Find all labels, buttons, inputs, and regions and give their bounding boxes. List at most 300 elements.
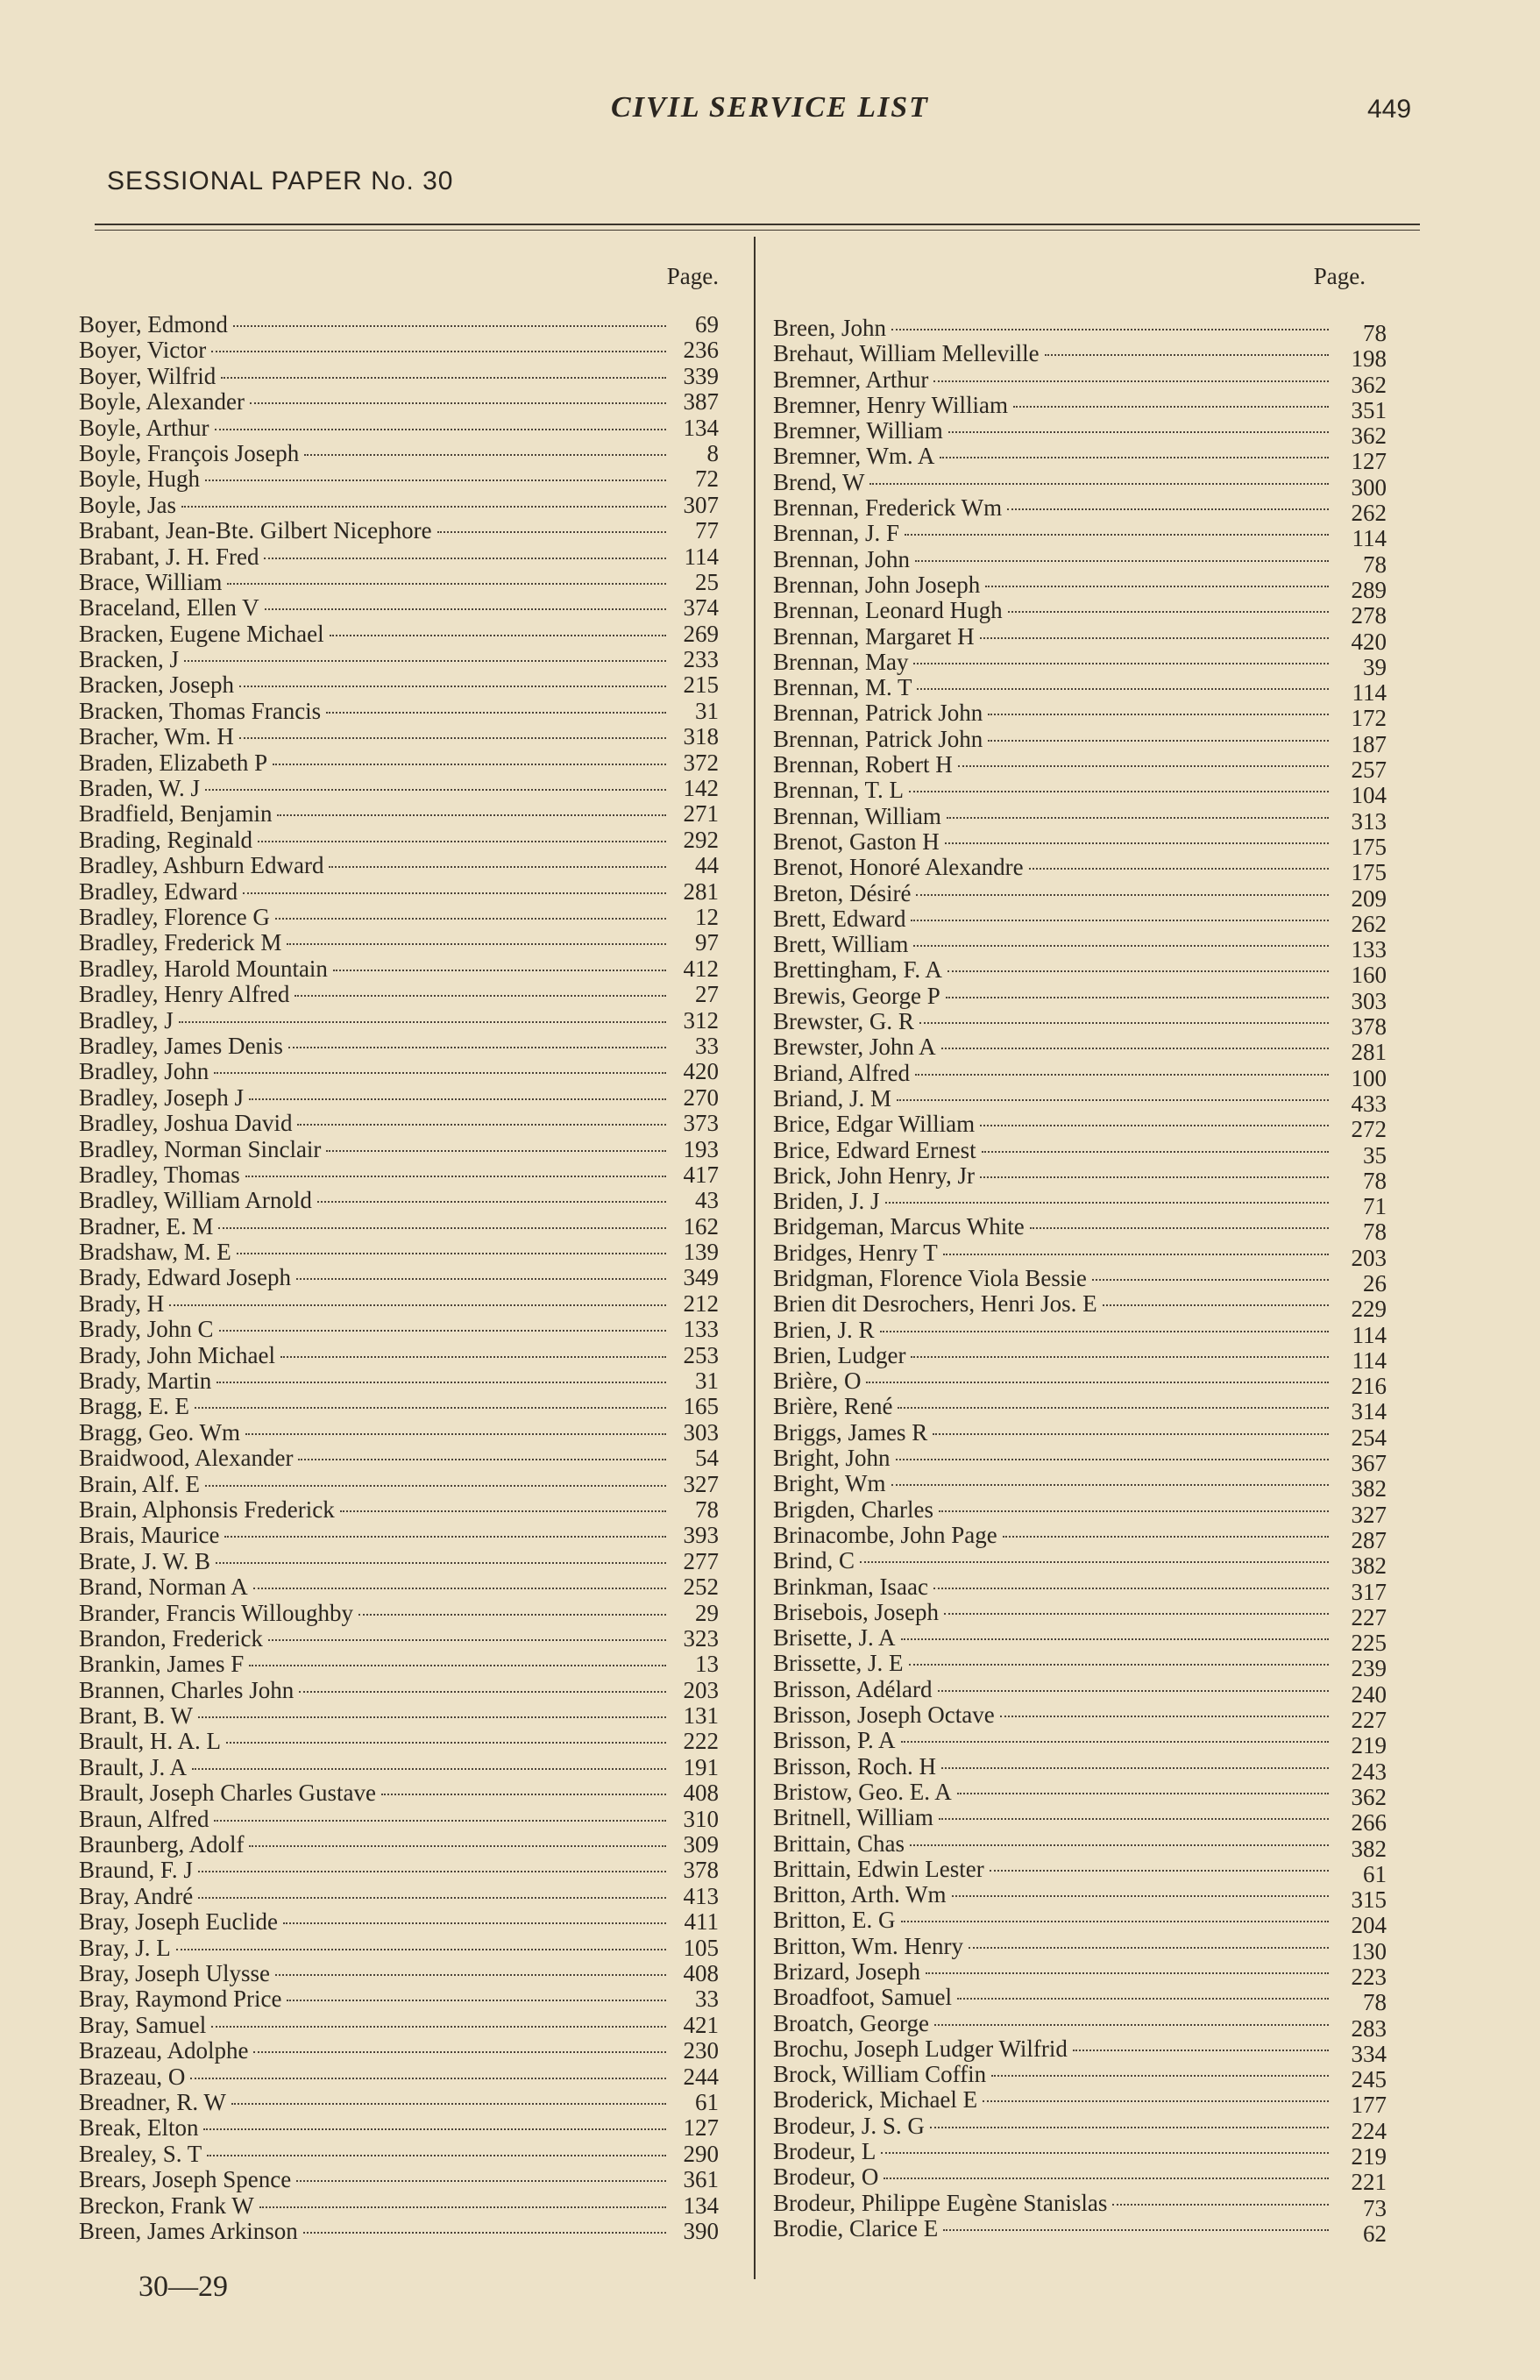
index-entry: [79, 905, 719, 930]
entry-page: 411: [684, 1908, 719, 1936]
dot-leader: [243, 892, 666, 894]
dot-leader: [934, 2024, 1329, 2026]
entry-page: 77: [695, 517, 719, 544]
entry-page: 278: [1351, 602, 1387, 629]
entry-page: 382: [1351, 1552, 1387, 1580]
entry-name: Brabant, J. H. Fred: [79, 543, 259, 570]
entry-name: Braceland, Ellen V: [79, 594, 259, 622]
entry-page: 187: [1351, 730, 1387, 757]
entry-page: 257: [1351, 757, 1387, 784]
entry-name: Bragg, E. E: [79, 1393, 189, 1420]
dot-leader: [881, 2152, 1329, 2154]
index-entry: [773, 1213, 1387, 1246]
entry-page: 240: [1351, 1680, 1387, 1708]
index-entry: [773, 417, 1387, 450]
entry-name: Brend, W: [773, 468, 865, 495]
entry-name: Brodeur, J. S. G: [773, 2112, 925, 2139]
entry-name: Brisson, Adélard: [773, 1675, 933, 1702]
dot-leader: [358, 1614, 666, 1616]
dot-leader: [176, 1949, 666, 1950]
entry-page: 339: [683, 362, 719, 389]
entry-page: 374: [683, 594, 719, 622]
dot-leader: [939, 1510, 1329, 1512]
entry-name: Brisson, Roch. H: [773, 1752, 937, 1780]
entry-name: Brett, Edward: [773, 905, 906, 932]
dot-leader: [211, 2026, 666, 2028]
entry-name: Bracken, Thomas Francis: [79, 697, 322, 724]
index-entry: [79, 1626, 719, 1652]
entry-name: Bray, Joseph Ulysse: [79, 1960, 270, 1986]
entry-page: 372: [683, 749, 719, 776]
entry-page: 408: [683, 1960, 719, 1986]
index-entry: [79, 1446, 719, 1471]
entry-name: Brennan, T. L: [773, 777, 904, 804]
dot-leader: [221, 377, 666, 379]
entry-name: Brant, B. W: [79, 1702, 193, 1730]
dot-leader: [214, 1820, 666, 1822]
dot-leader: [901, 1638, 1330, 1640]
entry-name: Brankin, James F: [79, 1651, 245, 1678]
entry-name: Bremner, Wm. A: [773, 443, 935, 470]
index-entry: [773, 1393, 1387, 1425]
entry-page: 349: [683, 1264, 719, 1291]
entry-name: Bridgeman, Marcus White: [773, 1213, 1025, 1240]
entry-name: Brodeur, Philippe Eugène Stanislas: [773, 2189, 1108, 2216]
entry-page: 114: [684, 543, 719, 570]
entry-page: 134: [683, 414, 719, 441]
dot-leader: [264, 558, 666, 559]
entry-page: 327: [1351, 1501, 1387, 1528]
dot-leader: [296, 1278, 666, 1280]
index-entry: [773, 1598, 1387, 1630]
entry-name: Brannen, Charles John: [79, 1676, 295, 1703]
index-entry: [773, 1521, 1387, 1553]
entry-list: [79, 312, 719, 2244]
index-entry: [79, 1034, 719, 1059]
index-entry: [79, 956, 719, 982]
entry-name: Broadfoot, Samuel: [773, 1984, 952, 2011]
dot-leader: [295, 995, 666, 997]
entry-page: 252: [683, 1574, 719, 1601]
entry-page: 114: [1352, 1321, 1387, 1348]
entry-page: 310: [683, 1805, 719, 1832]
entry-page: 177: [1351, 2092, 1387, 2119]
index-entry: [79, 1111, 719, 1136]
dot-leader: [190, 2078, 666, 2079]
entry-name: Bremner, William: [773, 417, 943, 444]
entry-name: Braidwood, Alexander: [79, 1445, 294, 1472]
entry-page: 43: [695, 1187, 719, 1214]
entry-page: 227: [1351, 1707, 1387, 1734]
dot-leader: [880, 1331, 1329, 1332]
dot-leader: [866, 1382, 1329, 1383]
dot-leader: [205, 789, 666, 791]
dot-leader: [277, 814, 666, 816]
entry-page: 162: [683, 1212, 719, 1240]
dot-leader: [943, 2229, 1329, 2231]
entry-page: 283: [1351, 2014, 1387, 2042]
index-entry: [79, 1368, 719, 1394]
index-entry: [773, 2009, 1387, 2042]
entry-page: 361: [683, 2166, 719, 2193]
entry-page: 133: [683, 1316, 719, 1343]
index-entry: [79, 1961, 719, 1986]
index-entry: [79, 441, 719, 466]
entry-name: Brock, William Coffin: [773, 2061, 987, 2088]
entry-page: 313: [1351, 807, 1387, 835]
dot-leader: [275, 918, 666, 920]
entry-page: 204: [1351, 1912, 1387, 1939]
header-rule: [95, 224, 1420, 225]
entry-page: 303: [683, 1418, 719, 1446]
entry-name: Brennan, M. T: [773, 674, 912, 701]
index-entry: [79, 466, 719, 492]
dot-leader: [1045, 354, 1329, 356]
entry-name: Broderick, Michael E: [773, 2086, 978, 2114]
entry-name: Braun, Alfred: [79, 1805, 209, 1832]
entry-page: 323: [683, 1624, 719, 1652]
entry-name: Brate, J. W. B: [79, 1547, 211, 1574]
page-number: 449: [1367, 95, 1412, 124]
dot-leader: [280, 1356, 666, 1358]
entry-page: 412: [683, 955, 719, 982]
entry-name: Brinacombe, John Page: [773, 1521, 997, 1548]
entry-page: 127: [1351, 448, 1387, 475]
index-column-left: [79, 263, 719, 2244]
entry-page: 262: [1351, 910, 1387, 937]
entry-page: 26: [1363, 1269, 1387, 1297]
entry-page: 373: [683, 1110, 719, 1137]
dot-leader: [265, 608, 666, 610]
index-entry: [79, 1807, 719, 1832]
entry-page: 160: [1351, 962, 1387, 989]
dot-leader: [249, 1098, 666, 1100]
entry-name: Brace, William: [79, 568, 223, 595]
entry-name: Brière, René: [773, 1393, 893, 1420]
index-entry: [773, 1470, 1387, 1503]
index-entry: [773, 2035, 1387, 2067]
index-entry: [773, 905, 1387, 937]
entry-page: 35: [1363, 1141, 1387, 1169]
entry-name: Briden, J. J: [773, 1188, 880, 1215]
entry-page: 269: [683, 620, 719, 647]
entry-page: 277: [683, 1547, 719, 1574]
dot-leader: [203, 2128, 666, 2130]
dot-leader: [1112, 2204, 1329, 2206]
dot-leader: [259, 2206, 666, 2208]
index-entry: [773, 468, 1387, 501]
index-entry: [79, 1420, 719, 1446]
dot-leader: [1008, 611, 1329, 613]
index-entry: [773, 751, 1387, 784]
dot-leader: [253, 1588, 666, 1589]
entry-name: Brault, Joseph Charles Gustave: [79, 1780, 376, 1807]
index-entry: [773, 2112, 1387, 2144]
dot-leader: [169, 1304, 666, 1306]
entry-page: 78: [1363, 320, 1387, 346]
index-entry: [79, 416, 719, 441]
entry-page: 390: [683, 2217, 719, 2244]
index-entry: [773, 1907, 1387, 1939]
index-entry: [773, 545, 1387, 578]
dot-leader: [304, 454, 666, 456]
entry-name: Brady, H: [79, 1289, 165, 1317]
entry-name: Britton, Wm. Henry: [773, 1932, 963, 1959]
entry-name: Bradley, Henry Alfred: [79, 981, 290, 1008]
dot-leader: [195, 1407, 666, 1409]
entry-name: Brazeau, Adolphe: [79, 2037, 249, 2064]
dot-leader: [969, 1947, 1329, 1949]
dot-leader: [1013, 406, 1329, 408]
entry-page: 362: [1351, 423, 1387, 450]
entry-name: Braden, Elizabeth P: [79, 749, 268, 776]
entry-page: 114: [1352, 679, 1387, 707]
index-entry: [79, 1832, 719, 1858]
index-entry: [773, 1752, 1387, 1785]
dot-leader: [933, 1433, 1329, 1435]
entry-name: Bray, Samuel: [79, 2011, 207, 2038]
index-entry: [773, 1547, 1387, 1580]
dot-leader: [333, 970, 666, 971]
entry-page: 31: [695, 697, 719, 724]
index-entry: [79, 2090, 719, 2115]
index-entry: [773, 1341, 1387, 1374]
dot-leader: [1103, 1304, 1329, 1306]
index-entry: [773, 1188, 1387, 1220]
entry-name: Brennan, Leonard Hugh: [773, 597, 1003, 624]
header-rule-thin: [95, 230, 1420, 231]
entry-page: 165: [683, 1393, 719, 1420]
dot-leader: [941, 1048, 1329, 1049]
entry-name: Bray, J. L: [79, 1934, 171, 1961]
entry-name: Brandon, Frederick: [79, 1624, 263, 1652]
entry-page: 142: [683, 775, 719, 802]
entry-name: Braunberg, Adolf: [79, 1831, 245, 1858]
entry-name: Brizard, Joseph: [773, 1958, 920, 1985]
entry-name: Brennan, Margaret H: [773, 622, 975, 650]
dot-leader: [1073, 2050, 1329, 2051]
index-entry: [773, 1804, 1387, 1837]
entry-name: Bracken, J: [79, 646, 179, 673]
entry-name: Breen, James Arkinson: [79, 2217, 298, 2244]
entry-page: 367: [1351, 1450, 1387, 1477]
dot-leader: [946, 997, 1329, 998]
dot-leader: [905, 534, 1329, 536]
index-entry: [773, 597, 1387, 629]
index-entry: [773, 391, 1387, 423]
index-entry: [79, 337, 719, 363]
index-entry: [773, 1162, 1387, 1194]
entry-name: Brady, Edward Joseph: [79, 1264, 291, 1291]
dot-leader: [298, 1459, 666, 1460]
entry-page: 222: [683, 1728, 719, 1755]
index-entry: [773, 1573, 1387, 1605]
dot-leader: [181, 506, 666, 508]
index-entry: [79, 2115, 719, 2141]
entry-page: 191: [683, 1753, 719, 1780]
index-entry: [79, 2064, 719, 2090]
entry-name: Brissette, J. E: [773, 1650, 904, 1677]
entry-page: 139: [683, 1239, 719, 1266]
dot-leader: [945, 842, 1329, 844]
entry-name: Bradley, Thomas: [79, 1161, 240, 1188]
entry-page: 73: [1363, 2194, 1387, 2221]
index-entry: [79, 1884, 719, 1909]
dot-leader: [926, 1972, 1329, 1974]
entry-page: 172: [1351, 705, 1387, 732]
dot-leader: [219, 1330, 667, 1332]
entry-page: 270: [683, 1083, 719, 1111]
entry-name: Bremner, Henry William: [773, 391, 1009, 418]
entry-name: Broatch, George: [773, 2009, 929, 2036]
dot-leader: [911, 920, 1329, 921]
entry-page: 97: [695, 929, 719, 956]
entry-page: 44: [695, 852, 719, 879]
dot-leader: [988, 714, 1329, 715]
index-entry: [773, 828, 1387, 860]
index-entry: [773, 982, 1387, 1014]
entry-page: 78: [1363, 551, 1387, 578]
index-entry: [79, 672, 719, 698]
entry-page: 39: [1363, 653, 1387, 680]
entry-page: 223: [1351, 1964, 1387, 1990]
entry-name: Brind, C: [773, 1547, 855, 1574]
entry-page: 13: [695, 1651, 719, 1678]
entry-name: Bradley, Joseph J: [79, 1083, 244, 1111]
entry-name: Briand, Alfred: [773, 1059, 910, 1086]
dot-leader: [214, 1072, 666, 1074]
index-entry: [773, 1702, 1387, 1734]
entry-page: 215: [683, 671, 719, 699]
dot-leader: [913, 663, 1329, 664]
index-entry: [773, 2138, 1387, 2170]
entry-name: Brault, H. A. L: [79, 1728, 221, 1755]
dot-leader: [885, 1202, 1330, 1204]
entry-name: Braund, F. J: [79, 1857, 193, 1884]
entry-page: 362: [1351, 1783, 1387, 1810]
dot-leader: [1007, 508, 1329, 510]
entry-name: Bradley, Ashburn Edward: [79, 852, 324, 879]
dot-leader: [860, 1561, 1329, 1563]
entry-page: 433: [1351, 1090, 1387, 1117]
entry-name: Brittain, Edwin Lester: [773, 1855, 984, 1882]
index-entry: [79, 1780, 719, 1806]
entry-page: 421: [683, 2011, 719, 2038]
entry-name: Brand, Norman A: [79, 1574, 248, 1601]
index-entry: [773, 879, 1387, 912]
dot-leader: [250, 402, 666, 404]
dot-leader: [198, 1871, 666, 1872]
entry-page: 225: [1351, 1630, 1387, 1657]
entry-page: 378: [683, 1857, 719, 1884]
dot-leader: [909, 1664, 1330, 1666]
dot-leader: [958, 765, 1329, 767]
dot-leader: [326, 1150, 666, 1152]
entry-name: Bristow, Geo. E. A: [773, 1778, 952, 1805]
entry-name: Brisson, P. A: [773, 1727, 896, 1754]
entry-page: 287: [1351, 1526, 1387, 1553]
entry-page: 254: [1351, 1424, 1387, 1451]
entry-page: 69: [695, 311, 719, 337]
dot-leader: [296, 2180, 666, 2182]
index-entry: [773, 2061, 1387, 2093]
index-entry: [773, 1984, 1387, 2016]
entry-page: 54: [695, 1445, 719, 1472]
entry-name: Bremner, Arthur: [773, 366, 929, 393]
dot-leader: [898, 1407, 1329, 1409]
index-entry: [79, 776, 719, 801]
entry-page: 78: [1363, 1218, 1387, 1246]
entry-page: 105: [683, 1934, 719, 1961]
dot-leader: [910, 1844, 1329, 1846]
entry-page: 175: [1351, 859, 1387, 886]
index-entry: [79, 982, 719, 1007]
entry-list: [773, 315, 1387, 2247]
index-entry: [79, 2013, 719, 2038]
entry-name: Boyle, Jas: [79, 491, 176, 518]
dot-leader: [915, 560, 1329, 562]
index-entry: [79, 389, 719, 415]
index-entry: [79, 1574, 719, 1600]
entry-page: 198: [1351, 345, 1387, 373]
index-entry: [773, 2163, 1387, 2196]
index-entry: [79, 2142, 719, 2167]
entry-name: Brochu, Joseph Ludger Wilfrid: [773, 2035, 1068, 2062]
dot-leader: [273, 764, 666, 765]
index-entry: [773, 1084, 1387, 1117]
index-entry: [79, 1497, 719, 1523]
entry-name: Brennan, John: [773, 545, 910, 572]
index-entry: [79, 1678, 719, 1703]
index-entry: [79, 1858, 719, 1883]
entry-name: Bracher, Wm. H: [79, 723, 234, 750]
entry-page: 78: [1363, 1167, 1387, 1194]
dot-leader: [938, 1690, 1330, 1692]
entry-name: Bradley, Joshua David: [79, 1110, 293, 1137]
dot-leader: [869, 483, 1329, 485]
dot-leader: [980, 1176, 1329, 1178]
dot-leader: [915, 1074, 1329, 1076]
index-entry: [773, 1264, 1387, 1297]
dot-leader: [1003, 1536, 1329, 1538]
entry-page: 224: [1351, 2117, 1387, 2144]
dot-leader: [330, 635, 666, 636]
index-entry: [79, 2219, 719, 2244]
entry-name: Brewster, John A: [773, 1034, 936, 1061]
entry-name: Bradley, Florence G: [79, 903, 270, 930]
entry-page: 309: [683, 1831, 719, 1858]
index-entry: [773, 340, 1387, 373]
entry-name: Bray, Raymond Price: [79, 1986, 282, 2013]
entry-name: Brealey, S. T: [79, 2140, 202, 2167]
entry-page: 408: [683, 1780, 719, 1807]
signature-mark: 30—29: [138, 2270, 228, 2303]
index-entry: [79, 1240, 719, 1265]
index-entry: [79, 622, 719, 647]
index-entry: [79, 750, 719, 776]
index-entry: [773, 366, 1387, 398]
entry-page: 292: [683, 826, 719, 853]
entry-name: Bright, John: [773, 1445, 891, 1472]
running-title: CIVIL SERVICE LIST: [611, 91, 929, 124]
index-entry: [773, 1111, 1387, 1143]
dot-leader: [205, 1485, 666, 1487]
index-entry: [773, 1290, 1387, 1323]
index-entry: [79, 1343, 719, 1368]
entry-name: Brading, Reginald: [79, 826, 252, 853]
index-entry: [79, 1265, 719, 1290]
entry-page: 314: [1351, 1398, 1387, 1425]
